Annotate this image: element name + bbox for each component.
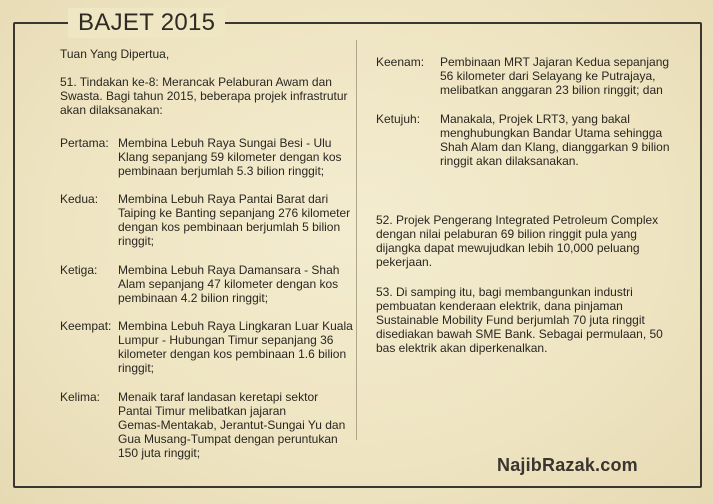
- item-text-ketiga: Membina Lebuh Raya Damansara - Shah Alam sepanjang 47 kilometer dengan kos pembinaan 4.2 bilion ringgit;: [118, 263, 340, 305]
- item-text-pertama: Membina Lebuh Raya Sungai Besi - Ulu Klang sepanjang 59 kilometer dengan kos pembinaan berjumlah 5.3 bilion ringgit;: [118, 136, 342, 178]
- paragraph-52: 52. Projek Pengerang Integrated Petroleum Complex dengan nilai pelaburan 69 bilion ringgit pula yang dijangka dapat mewujudkan lebih 10,000 peluang pekerjaan.: [376, 213, 659, 269]
- site-logo: NajibRazak.com: [497, 455, 638, 475]
- page-title: BAJET 2015: [78, 9, 216, 36]
- greeting-text: Tuan Yang Dipertua,: [60, 47, 170, 61]
- title-container: [68, 8, 225, 38]
- item-text-ketujuh: Manakala, Projek LRT3, yang bakal menghubungkan Bandar Utama sehingga Shah Alam dan Klang, dianggarkan 9 bilion ringgit akan dilaksanakan.: [440, 112, 670, 168]
- item-text-keempat: Membina Lebuh Raya Lingkaran Luar Kuala Lumpur - Hubungan Timur sepanjang 36 kilometer dengan kos pembinaan 1.6 bilion ringgit;: [118, 319, 353, 375]
- item-text-keenam: Pembinaan MRT Jajaran Kedua sepanjang 56 kilometer dari Selayang ke Putrajaya, melibatkan anggaran 23 bilion ringgit; dan: [440, 55, 670, 97]
- item-label-keempat: Keempat:: [60, 319, 112, 333]
- item-text-kelima: Menaik taraf landasan keretapi sektor Pantai Timur melibatkan jajaran Gemas-Mentakab, Jerantut-Sungai Yu dan Gua Musang-Tumpat dengan peruntukan 150 juta ringgit;: [118, 390, 346, 460]
- item-label-keenam: Keenam:: [376, 55, 425, 69]
- item-label-pertama: Pertama:: [60, 136, 109, 150]
- item-label-ketujuh: Ketujuh:: [376, 112, 421, 126]
- paragraph-51: 51. Tindakan ke-8: Merancak Pelaburan Awam dan Swasta. Bagi tahun 2015, beberapa projek infrastrutur akan dilaksanakan:: [60, 75, 348, 117]
- item-text-kedua: Membina Lebuh Raya Pantai Barat dari Taiping ke Banting sepanjang 276 kilometer dengan kos pembinaan berjumlah 5 bilion ringgit;: [118, 192, 351, 248]
- item-label-kedua: Kedua:: [60, 192, 99, 206]
- item-label-ketiga: Ketiga:: [60, 263, 98, 277]
- item-label-kelima: Kelima:: [60, 390, 101, 404]
- paragraph-53: 53. Di samping itu, bagi membangunkan industri pembuatan kenderaan elektrik, dana pinjaman Sustainable Mobility Fund berjumlah 70 juta ringgit disediakan bawah SME Bank. Sebagai permulaan, 50 bas elektrik akan diperkenalkan.: [376, 285, 663, 355]
